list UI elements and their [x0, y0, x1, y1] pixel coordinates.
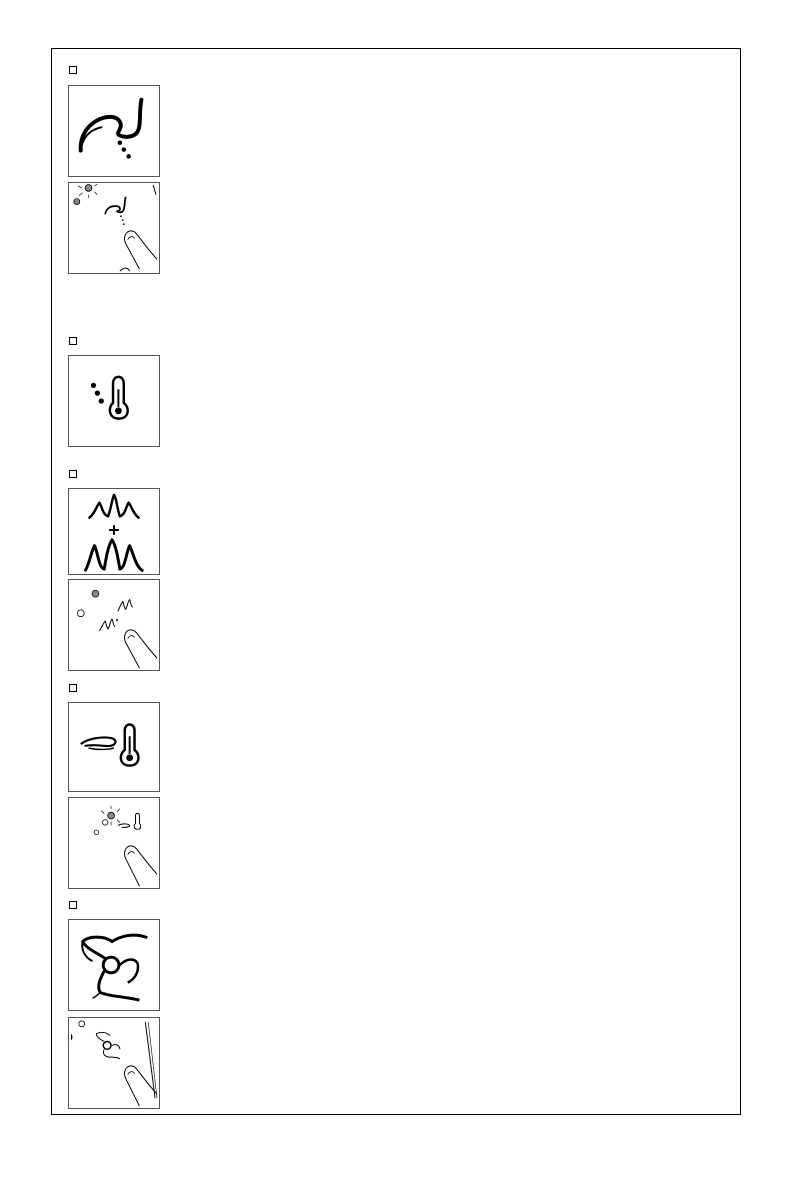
wind-thermometer-icon-panel	[68, 702, 160, 792]
checkbox[interactable]	[69, 66, 77, 74]
swirl-dots-icon	[69, 86, 159, 176]
finger-press-flames-icon-panel	[68, 579, 160, 671]
finger-press-fan-icon-panel	[68, 1017, 160, 1109]
finger-press-swirl-icon-panel	[68, 182, 160, 274]
checkbox[interactable]	[69, 684, 77, 692]
flames-icon-panel	[68, 488, 160, 575]
checkbox[interactable]	[69, 901, 77, 909]
dots-thermometer-icon-panel	[68, 355, 160, 447]
finger-press-flames-icon	[69, 580, 159, 670]
finger-press-wind-thermometer-icon	[69, 798, 159, 888]
flames-icon	[69, 489, 159, 574]
finger-press-wind-thermometer-icon-panel	[68, 797, 160, 889]
dots-thermometer-icon	[69, 356, 159, 446]
wind-thermometer-icon	[69, 703, 159, 791]
swirl-dots-icon-panel	[68, 85, 160, 177]
finger-press-swirl-icon	[69, 183, 159, 273]
checkbox[interactable]	[69, 337, 77, 345]
finger-press-fan-icon	[69, 1018, 159, 1108]
checkbox[interactable]	[69, 470, 77, 478]
fan-icon-panel	[68, 919, 160, 1011]
fan-icon	[69, 920, 159, 1010]
